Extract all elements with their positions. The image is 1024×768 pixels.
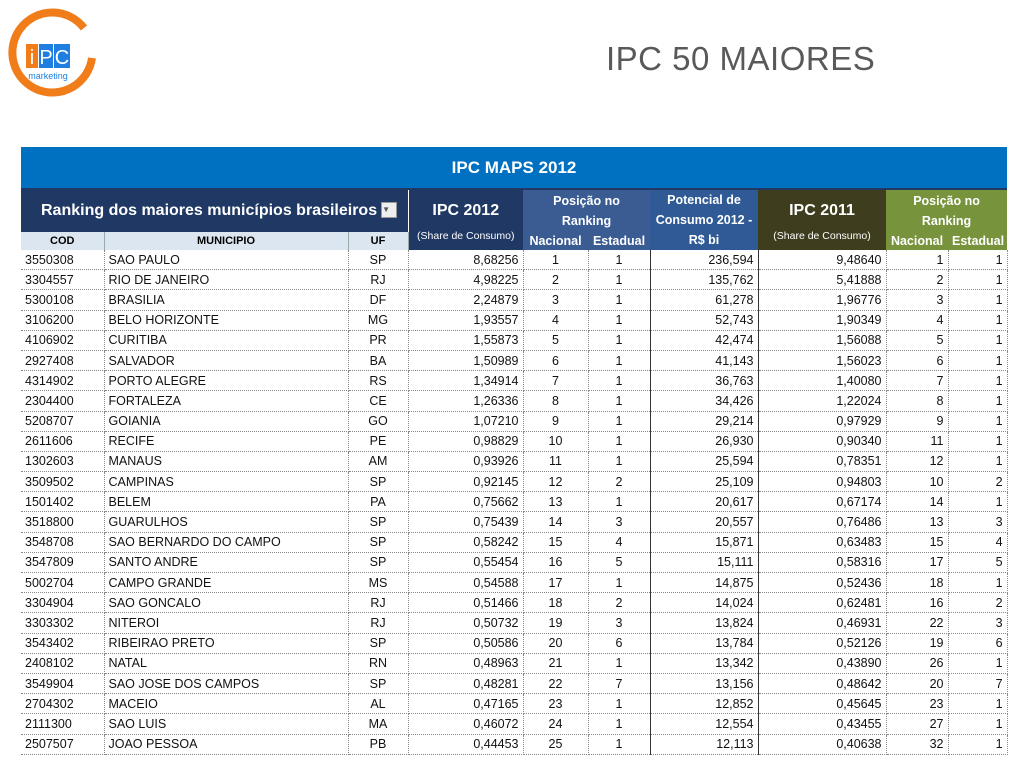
cell-estadual[interactable]: 1	[588, 290, 650, 310]
cell-potencial[interactable]: 13,156	[650, 673, 758, 693]
table-row	[21, 532, 1007, 552]
svg-text:i: i	[29, 47, 35, 69]
cell-cod[interactable]: 1501402	[21, 492, 104, 512]
cell-uf[interactable]: PA	[348, 492, 408, 512]
table-row	[21, 250, 1007, 270]
cell-share-2011[interactable]: 1,40080	[758, 371, 886, 391]
table-row	[21, 573, 1007, 593]
cell-nacional[interactable]: 8	[523, 391, 588, 411]
cell-nacional[interactable]: 4	[523, 310, 588, 330]
cell-uf[interactable]: DF	[348, 290, 408, 310]
cell-estadual-2011[interactable]: 1	[948, 310, 1007, 330]
cell-municipio[interactable]: RIBEIRAO PRETO	[104, 633, 348, 653]
cell-municipio[interactable]: SAO JOSE DOS CAMPOS	[104, 673, 348, 693]
cell-uf[interactable]: SP	[348, 512, 408, 532]
cell-nacional[interactable]: 6	[523, 350, 588, 370]
table-row	[21, 673, 1007, 693]
cell-municipio[interactable]: BELEM	[104, 492, 348, 512]
cell-cod[interactable]: 5002704	[21, 573, 104, 593]
cell-share-2011[interactable]: 5,41888	[758, 270, 886, 290]
cell-nacional-2011[interactable]: 20	[886, 673, 948, 693]
cell-uf[interactable]: AM	[348, 451, 408, 471]
cell-municipio[interactable]: MANAUS	[104, 451, 348, 471]
cell-estadual[interactable]: 1	[588, 653, 650, 673]
cell-share-2012[interactable]: 0,50586	[408, 633, 523, 653]
cell-nacional-2011[interactable]: 9	[886, 411, 948, 431]
cell-uf[interactable]: CE	[348, 391, 408, 411]
table-row	[21, 310, 1007, 330]
cell-cod[interactable]: 3518800	[21, 512, 104, 532]
cell-nacional-2011[interactable]: 14	[886, 492, 948, 512]
table-row	[21, 633, 1007, 653]
cell-cod[interactable]: 4314902	[21, 371, 104, 391]
cell-share-2011[interactable]: 0,94803	[758, 472, 886, 492]
cell-share-2011[interactable]: 0,58316	[758, 552, 886, 572]
cell-estadual[interactable]: 5	[588, 552, 650, 572]
cell-share-2011[interactable]: 0,63483	[758, 532, 886, 552]
cell-share-2012[interactable]: 0,47165	[408, 694, 523, 714]
cell-nacional[interactable]: 15	[523, 532, 588, 552]
cell-municipio[interactable]: BRASILIA	[104, 290, 348, 310]
cell-share-2011[interactable]: 0,52126	[758, 633, 886, 653]
cell-cod[interactable]: 2111300	[21, 714, 104, 734]
cell-nacional[interactable]: 16	[523, 552, 588, 572]
cell-share-2012[interactable]: 0,93926	[408, 451, 523, 471]
cell-nacional-2011[interactable]: 23	[886, 694, 948, 714]
cell-share-2011[interactable]: 0,43455	[758, 714, 886, 734]
cell-cod[interactable]: 5300108	[21, 290, 104, 310]
cell-share-2011[interactable]: 0,67174	[758, 492, 886, 512]
cell-share-2011[interactable]: 0,43890	[758, 653, 886, 673]
cell-estadual-2011[interactable]: 1	[948, 270, 1007, 290]
cell-estadual[interactable]: 6	[588, 633, 650, 653]
cell-cod[interactable]: 2927408	[21, 350, 104, 370]
cell-uf[interactable]: GO	[348, 411, 408, 431]
cell-estadual-2011[interactable]: 4	[948, 532, 1007, 552]
cell-share-2011[interactable]: 1,22024	[758, 391, 886, 411]
cell-share-2011[interactable]: 1,90349	[758, 310, 886, 330]
cell-cod[interactable]: 3550308	[21, 250, 104, 270]
cell-nacional[interactable]: 12	[523, 472, 588, 492]
table-row	[21, 714, 1007, 734]
cell-municipio[interactable]: SALVADOR	[104, 350, 348, 370]
ipc-marketing-logo	[6, 6, 102, 102]
table-row	[21, 694, 1007, 714]
cell-nacional[interactable]: 14	[523, 512, 588, 532]
cell-nacional[interactable]: 20	[523, 633, 588, 653]
table-row	[21, 431, 1007, 451]
svg-text:P: P	[39, 47, 53, 69]
cell-share-2011[interactable]: 0,40638	[758, 734, 886, 754]
cell-share-2012[interactable]: 8,68256	[408, 250, 523, 270]
table-row	[21, 451, 1007, 471]
cell-municipio[interactable]: RIO DE JANEIRO	[104, 270, 348, 290]
cell-estadual-2011[interactable]: 3	[948, 613, 1007, 633]
cell-municipio[interactable]: SAO GONCALO	[104, 593, 348, 613]
cell-nacional-2011[interactable]: 8	[886, 391, 948, 411]
col-nacional: Nacional	[523, 232, 588, 250]
cell-potencial[interactable]: 13,784	[650, 633, 758, 653]
cell-municipio[interactable]: SAO BERNARDO DO CAMPO	[104, 532, 348, 552]
cell-nacional[interactable]: 13	[523, 492, 588, 512]
table-row	[21, 492, 1007, 512]
table-row	[21, 330, 1007, 350]
cell-potencial[interactable]: 20,557	[650, 512, 758, 532]
cell-potencial[interactable]: 20,617	[650, 492, 758, 512]
table-title: IPC MAPS 2012	[21, 147, 1007, 189]
cell-estadual[interactable]: 1	[588, 270, 650, 290]
cell-municipio[interactable]: RECIFE	[104, 431, 348, 451]
table-row	[21, 734, 1007, 754]
cell-share-2011[interactable]: 0,46931	[758, 613, 886, 633]
cell-cod[interactable]: 3509502	[21, 472, 104, 492]
cell-estadual[interactable]: 1	[588, 714, 650, 734]
cell-nacional[interactable]: 18	[523, 593, 588, 613]
ranking-table	[21, 147, 1008, 755]
cell-potencial[interactable]: 135,762	[650, 270, 758, 290]
cell-potencial[interactable]: 12,113	[650, 734, 758, 754]
cell-share-2012[interactable]: 0,75662	[408, 492, 523, 512]
cell-municipio[interactable]: MACEIO	[104, 694, 348, 714]
cell-municipio[interactable]: CAMPO GRANDE	[104, 573, 348, 593]
cell-estadual[interactable]: 1	[588, 250, 650, 270]
cell-estadual[interactable]: 1	[588, 371, 650, 391]
cell-municipio[interactable]: CAMPINAS	[104, 472, 348, 492]
cell-potencial[interactable]: 15,871	[650, 532, 758, 552]
col-estadual-2011: Estadual	[948, 232, 1007, 250]
cell-share-2012[interactable]: 0,46072	[408, 714, 523, 734]
cell-estadual[interactable]: 3	[588, 512, 650, 532]
cell-nacional[interactable]: 17	[523, 573, 588, 593]
cell-estadual[interactable]: 1	[588, 492, 650, 512]
ipc2012-label: IPC 2012	[432, 202, 500, 219]
cell-estadual[interactable]: 1	[588, 694, 650, 714]
cell-nacional[interactable]: 2	[523, 270, 588, 290]
cell-nacional[interactable]: 19	[523, 613, 588, 633]
cell-cod[interactable]: 3106200	[21, 310, 104, 330]
cell-potencial[interactable]: 34,426	[650, 391, 758, 411]
cell-estadual[interactable]: 3	[588, 613, 650, 633]
cell-uf[interactable]: RS	[348, 371, 408, 391]
cell-share-2011[interactable]: 0,76486	[758, 512, 886, 532]
cell-nacional-2011[interactable]: 27	[886, 714, 948, 734]
cell-nacional-2011[interactable]: 15	[886, 532, 948, 552]
cell-nacional-2011[interactable]: 13	[886, 512, 948, 532]
cell-nacional-2011[interactable]: 11	[886, 431, 948, 451]
table-row	[21, 350, 1007, 370]
posicao-label: Posição no Ranking	[523, 189, 650, 232]
cell-nacional[interactable]: 11	[523, 451, 588, 471]
table-row	[21, 552, 1007, 572]
cell-estadual-2011[interactable]: 1	[948, 714, 1007, 734]
cell-uf[interactable]: SP	[348, 472, 408, 492]
cell-estadual-2011[interactable]: 3	[948, 512, 1007, 532]
cell-potencial[interactable]: 42,474	[650, 330, 758, 350]
cell-estadual-2011[interactable]: 1	[948, 451, 1007, 471]
cell-municipio[interactable]: SAO LUIS	[104, 714, 348, 734]
cell-uf[interactable]: PR	[348, 330, 408, 350]
cell-uf[interactable]: RJ	[348, 593, 408, 613]
cell-estadual[interactable]: 1	[588, 411, 650, 431]
cell-share-2012[interactable]: 1,50989	[408, 350, 523, 370]
cell-municipio[interactable]: CURITIBA	[104, 330, 348, 350]
cell-estadual[interactable]: 1	[588, 330, 650, 350]
cell-nacional-2011[interactable]: 19	[886, 633, 948, 653]
cell-share-2011[interactable]: 0,52436	[758, 573, 886, 593]
cell-share-2012[interactable]: 0,98829	[408, 431, 523, 451]
cell-potencial[interactable]: 236,594	[650, 250, 758, 270]
table-row	[21, 411, 1007, 431]
cell-share-2011[interactable]: 1,96776	[758, 290, 886, 310]
table-row	[21, 391, 1007, 411]
cell-estadual-2011[interactable]: 2	[948, 593, 1007, 613]
cell-estadual[interactable]: 4	[588, 532, 650, 552]
cell-estadual-2011[interactable]: 7	[948, 673, 1007, 693]
cell-potencial[interactable]: 25,594	[650, 451, 758, 471]
cell-potencial[interactable]: 36,763	[650, 371, 758, 391]
cell-uf[interactable]: PE	[348, 431, 408, 451]
cell-estadual[interactable]: 1	[588, 573, 650, 593]
svg-text:marketing: marketing	[28, 71, 68, 81]
cell-share-2012[interactable]: 4,98225	[408, 270, 523, 290]
cell-uf[interactable]: SP	[348, 633, 408, 653]
cell-share-2012[interactable]: 0,44453	[408, 734, 523, 754]
cell-estadual-2011[interactable]: 1	[948, 411, 1007, 431]
cell-potencial[interactable]: 12,852	[650, 694, 758, 714]
cell-estadual[interactable]: 1	[588, 391, 650, 411]
cell-estadual-2011[interactable]: 1	[948, 250, 1007, 270]
cell-nacional[interactable]: 9	[523, 411, 588, 431]
cell-potencial[interactable]: 13,824	[650, 613, 758, 633]
cell-uf[interactable]: MS	[348, 573, 408, 593]
cell-cod[interactable]: 4106902	[21, 330, 104, 350]
cell-cod[interactable]: 2507507	[21, 734, 104, 754]
cell-potencial[interactable]: 61,278	[650, 290, 758, 310]
cell-nacional-2011[interactable]: 1	[886, 250, 948, 270]
cell-municipio[interactable]: BELO HORIZONTE	[104, 310, 348, 330]
col-municipio: MUNICIPIO	[104, 232, 348, 250]
cell-nacional-2011[interactable]: 26	[886, 653, 948, 673]
cell-estadual-2011[interactable]: 1	[948, 573, 1007, 593]
cell-cod[interactable]: 1302603	[21, 451, 104, 471]
cell-nacional-2011[interactable]: 16	[886, 593, 948, 613]
cell-share-2011[interactable]: 9,48640	[758, 250, 886, 270]
share2012-label: (Share de Consumo)	[417, 230, 515, 242]
cell-uf[interactable]: MA	[348, 714, 408, 734]
col-uf: UF	[348, 232, 408, 250]
cell-share-2011[interactable]: 0,45645	[758, 694, 886, 714]
cell-potencial[interactable]: 14,875	[650, 573, 758, 593]
cell-municipio[interactable]: NATAL	[104, 653, 348, 673]
cell-cod[interactable]: 2704302	[21, 694, 104, 714]
cell-uf[interactable]: SP	[348, 250, 408, 270]
col-nacional-2011: Nacional	[886, 232, 948, 250]
cell-uf[interactable]: SP	[348, 552, 408, 572]
cell-nacional-2011[interactable]: 10	[886, 472, 948, 492]
cell-uf[interactable]: MG	[348, 310, 408, 330]
cell-estadual[interactable]: 1	[588, 310, 650, 330]
cell-potencial[interactable]: 13,342	[650, 653, 758, 673]
cell-potencial[interactable]: 26,930	[650, 431, 758, 451]
cell-potencial[interactable]: 41,143	[650, 350, 758, 370]
table-row	[21, 270, 1007, 290]
cell-nacional-2011[interactable]: 4	[886, 310, 948, 330]
cell-nacional[interactable]: 3	[523, 290, 588, 310]
col-estadual: Estadual	[588, 232, 650, 250]
cell-nacional[interactable]: 24	[523, 714, 588, 734]
cell-share-2011[interactable]: 0,78351	[758, 451, 886, 471]
potencial-label: Potencial de Consumo 2012 - R$ bi	[650, 189, 758, 250]
cell-municipio[interactable]: FORTALEZA	[104, 391, 348, 411]
cell-nacional-2011[interactable]: 3	[886, 290, 948, 310]
cell-share-2012[interactable]: 1,07210	[408, 411, 523, 431]
cell-potencial[interactable]: 29,214	[650, 411, 758, 431]
table-row	[21, 593, 1007, 613]
cell-nacional-2011[interactable]: 6	[886, 350, 948, 370]
cell-municipio[interactable]: SAO PAULO	[104, 250, 348, 270]
cell-potencial[interactable]: 12,554	[650, 714, 758, 734]
cell-uf[interactable]: PB	[348, 734, 408, 754]
ipc2011-label: IPC 2011	[789, 202, 855, 219]
cell-share-2012[interactable]: 0,48963	[408, 653, 523, 673]
cell-share-2011[interactable]: 0,97929	[758, 411, 886, 431]
cell-nacional[interactable]: 7	[523, 371, 588, 391]
cell-estadual[interactable]: 7	[588, 673, 650, 693]
cell-share-2012[interactable]: 1,93557	[408, 310, 523, 330]
cell-share-2012[interactable]: 0,55454	[408, 552, 523, 572]
cell-nacional-2011[interactable]: 12	[886, 451, 948, 471]
cell-share-2012[interactable]: 0,51466	[408, 593, 523, 613]
cell-estadual-2011[interactable]: 1	[948, 371, 1007, 391]
cell-uf[interactable]: SP	[348, 532, 408, 552]
cell-cod[interactable]: 3304904	[21, 593, 104, 613]
cell-estadual-2011[interactable]: 1	[948, 734, 1007, 754]
cell-share-2011[interactable]: 0,48642	[758, 673, 886, 693]
table-row	[21, 472, 1007, 492]
ranking-label: Ranking dos maiores municípios brasileiros	[41, 202, 378, 219]
cell-nacional[interactable]: 5	[523, 330, 588, 350]
cell-uf[interactable]: RJ	[348, 613, 408, 633]
cell-share-2011[interactable]: 1,56088	[758, 330, 886, 350]
cell-share-2012[interactable]: 0,48281	[408, 673, 523, 693]
cell-nacional-2011[interactable]: 22	[886, 613, 948, 633]
cell-potencial[interactable]: 14,024	[650, 593, 758, 613]
cell-uf[interactable]: RN	[348, 653, 408, 673]
cell-cod[interactable]: 3304557	[21, 270, 104, 290]
cell-municipio[interactable]: GOIANIA	[104, 411, 348, 431]
page-title: IPC 50 MAIORES	[606, 40, 876, 77]
cell-share-2012[interactable]: 1,34914	[408, 371, 523, 391]
cell-share-2011[interactable]: 0,62481	[758, 593, 886, 613]
cell-municipio[interactable]: GUARULHOS	[104, 512, 348, 532]
col-cod: COD	[21, 232, 104, 250]
cell-share-2011[interactable]: 0,90340	[758, 431, 886, 451]
cell-potencial[interactable]: 52,743	[650, 310, 758, 330]
cell-cod[interactable]: 2304400	[21, 391, 104, 411]
cell-potencial[interactable]: 15,111	[650, 552, 758, 572]
cell-estadual-2011[interactable]: 1	[948, 492, 1007, 512]
svg-text:C: C	[54, 47, 70, 69]
cell-estadual-2011[interactable]: 1	[948, 431, 1007, 451]
cell-share-2012[interactable]: 1,55873	[408, 330, 523, 350]
cell-municipio[interactable]: JOAO PESSOA	[104, 734, 348, 754]
cell-municipio[interactable]: SANTO ANDRE	[104, 552, 348, 572]
cell-estadual-2011[interactable]: 1	[948, 350, 1007, 370]
cell-nacional-2011[interactable]: 7	[886, 371, 948, 391]
cell-cod[interactable]: 2611606	[21, 431, 104, 451]
cell-estadual[interactable]: 2	[588, 593, 650, 613]
cell-estadual-2011[interactable]: 1	[948, 391, 1007, 411]
cell-share-2012[interactable]: 0,92145	[408, 472, 523, 492]
cell-municipio[interactable]: PORTO ALEGRE	[104, 371, 348, 391]
table-row	[21, 290, 1007, 310]
cell-share-2012[interactable]: 0,50732	[408, 613, 523, 633]
cell-uf[interactable]: BA	[348, 350, 408, 370]
cell-nacional-2011[interactable]: 5	[886, 330, 948, 350]
table-row	[21, 653, 1007, 673]
cell-share-2011[interactable]: 1,56023	[758, 350, 886, 370]
cell-nacional-2011[interactable]: 2	[886, 270, 948, 290]
table-row	[21, 613, 1007, 633]
cell-cod[interactable]: 3548708	[21, 532, 104, 552]
cell-estadual[interactable]: 2	[588, 472, 650, 492]
filter-dropdown-button[interactable]: ▼	[381, 202, 397, 218]
cell-uf[interactable]: AL	[348, 694, 408, 714]
cell-nacional[interactable]: 21	[523, 653, 588, 673]
cell-nacional[interactable]: 22	[523, 673, 588, 693]
cell-estadual-2011[interactable]: 1	[948, 330, 1007, 350]
cell-share-2012[interactable]: 2,24879	[408, 290, 523, 310]
cell-estadual-2011[interactable]: 1	[948, 653, 1007, 673]
cell-cod[interactable]: 3543402	[21, 633, 104, 653]
cell-cod[interactable]: 5208707	[21, 411, 104, 431]
cell-estadual[interactable]: 1	[588, 431, 650, 451]
cell-share-2012[interactable]: 0,75439	[408, 512, 523, 532]
cell-share-2012[interactable]: 1,26336	[408, 391, 523, 411]
cell-nacional-2011[interactable]: 32	[886, 734, 948, 754]
table-row	[21, 371, 1007, 391]
table-row	[21, 512, 1007, 532]
cell-potencial[interactable]: 25,109	[650, 472, 758, 492]
cell-estadual[interactable]: 1	[588, 451, 650, 471]
cell-uf[interactable]: SP	[348, 673, 408, 693]
cell-nacional-2011[interactable]: 17	[886, 552, 948, 572]
cell-share-2012[interactable]: 0,58242	[408, 532, 523, 552]
cell-nacional[interactable]: 10	[523, 431, 588, 451]
cell-cod[interactable]: 3547809	[21, 552, 104, 572]
cell-estadual-2011[interactable]: 5	[948, 552, 1007, 572]
cell-nacional[interactable]: 1	[523, 250, 588, 270]
share2011-label: (Share de Consumo)	[773, 230, 871, 242]
cell-estadual-2011[interactable]: 6	[948, 633, 1007, 653]
cell-share-2012[interactable]: 0,54588	[408, 573, 523, 593]
cell-estadual[interactable]: 1	[588, 350, 650, 370]
cell-municipio[interactable]: NITEROI	[104, 613, 348, 633]
cell-estadual[interactable]: 1	[588, 734, 650, 754]
cell-estadual-2011[interactable]: 1	[948, 694, 1007, 714]
cell-cod[interactable]: 2408102	[21, 653, 104, 673]
posicao2011-label: Posição no Ranking	[886, 189, 1007, 232]
cell-cod[interactable]: 3549904	[21, 673, 104, 693]
cell-estadual-2011[interactable]: 1	[948, 290, 1007, 310]
cell-nacional-2011[interactable]: 18	[886, 573, 948, 593]
cell-estadual-2011[interactable]: 2	[948, 472, 1007, 492]
cell-nacional[interactable]: 23	[523, 694, 588, 714]
cell-cod[interactable]: 3303302	[21, 613, 104, 633]
cell-uf[interactable]: RJ	[348, 270, 408, 290]
cell-nacional[interactable]: 25	[523, 734, 588, 754]
